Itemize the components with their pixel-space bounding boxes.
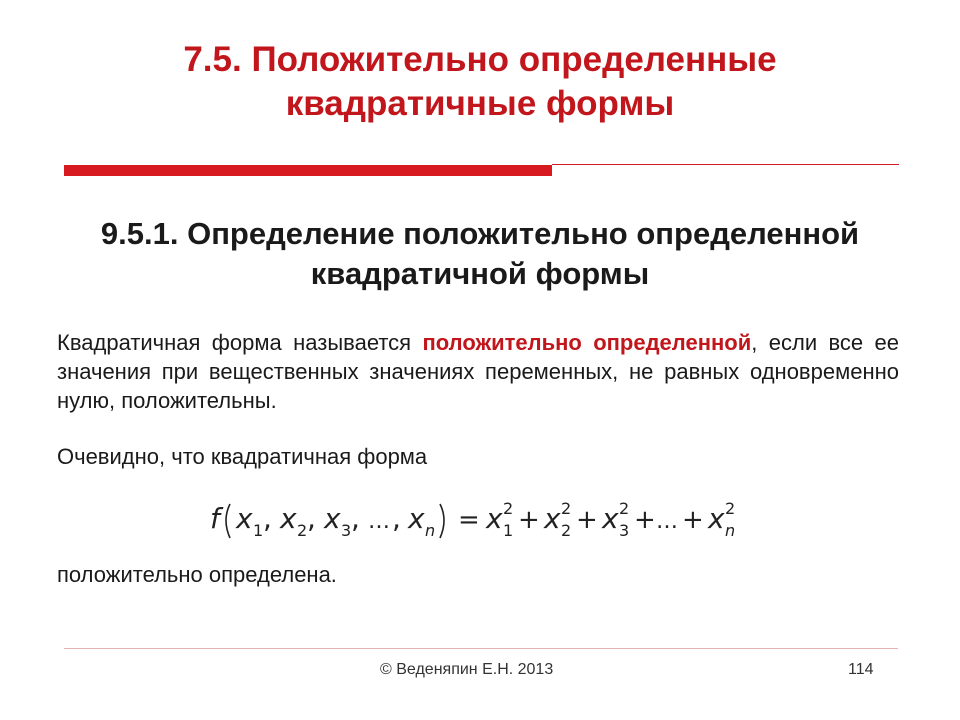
svg-text:f: f bbox=[210, 502, 220, 535]
definition-paragraph bbox=[57, 328, 899, 415]
svg-text:3: 3 bbox=[341, 521, 352, 540]
svg-text:n: n bbox=[725, 521, 736, 540]
title-underline-thick bbox=[64, 165, 552, 176]
svg-text:2: 2 bbox=[561, 521, 572, 540]
svg-text:+: + bbox=[576, 505, 598, 535]
section-heading bbox=[0, 214, 960, 294]
svg-text:+: + bbox=[518, 505, 540, 535]
definition-highlight: положительно определенной bbox=[422, 330, 752, 355]
svg-text:=: = bbox=[458, 505, 480, 535]
svg-text:x: x bbox=[602, 502, 619, 535]
svg-text:x: x bbox=[408, 502, 425, 535]
svg-text:,: , bbox=[263, 502, 272, 535]
svg-text:x: x bbox=[486, 502, 503, 535]
svg-text:x: x bbox=[280, 502, 297, 535]
conclusion-statement: положительно определена. bbox=[57, 562, 337, 587]
footer-copyright: © Веденяпин Е.Н. 2013 bbox=[380, 661, 554, 678]
svg-text:x: x bbox=[236, 502, 253, 535]
title-line-2: квадратичные формы bbox=[285, 84, 675, 123]
svg-text:x: x bbox=[544, 502, 561, 535]
svg-text:2: 2 bbox=[503, 499, 514, 518]
svg-text:…: … bbox=[656, 509, 678, 534]
section-heading-line-2: квадратичной формы bbox=[310, 256, 650, 291]
svg-text:x: x bbox=[324, 502, 341, 535]
svg-text:2: 2 bbox=[725, 499, 736, 518]
svg-text:+: + bbox=[634, 505, 656, 535]
definition-text-end: , если все ее значения при вещественных значениях переменных, не равных одновременно нулю, положительны. bbox=[57, 330, 899, 413]
title-underline-thin bbox=[552, 164, 899, 165]
svg-text:,: , bbox=[392, 502, 401, 535]
footer-divider bbox=[64, 648, 898, 649]
definition-text-start: Квадратичная форма называется bbox=[57, 330, 423, 355]
formula-graphic bbox=[208, 490, 768, 550]
svg-text:2: 2 bbox=[619, 499, 630, 518]
svg-text:1: 1 bbox=[253, 521, 264, 540]
svg-text:…: … bbox=[368, 509, 390, 534]
title-line-1: 7.5. Положительно определенные bbox=[183, 40, 777, 79]
section-heading-line-1: 9.5.1. Определение положительно определенной bbox=[100, 216, 860, 251]
page-number: 114 bbox=[848, 661, 874, 678]
slide-title bbox=[0, 38, 960, 126]
svg-text:,: , bbox=[307, 502, 316, 535]
svg-text:+: + bbox=[682, 505, 704, 535]
obvious-statement: Очевидно, что квадратичная форма bbox=[57, 444, 428, 469]
svg-text:x: x bbox=[708, 502, 725, 535]
svg-text:2: 2 bbox=[297, 521, 308, 540]
quadratic-form-formula bbox=[208, 490, 768, 550]
svg-text:3: 3 bbox=[619, 521, 630, 540]
svg-text:,: , bbox=[351, 502, 360, 535]
svg-text:n: n bbox=[425, 521, 436, 540]
svg-text:2: 2 bbox=[561, 499, 572, 518]
svg-text:1: 1 bbox=[503, 521, 514, 540]
